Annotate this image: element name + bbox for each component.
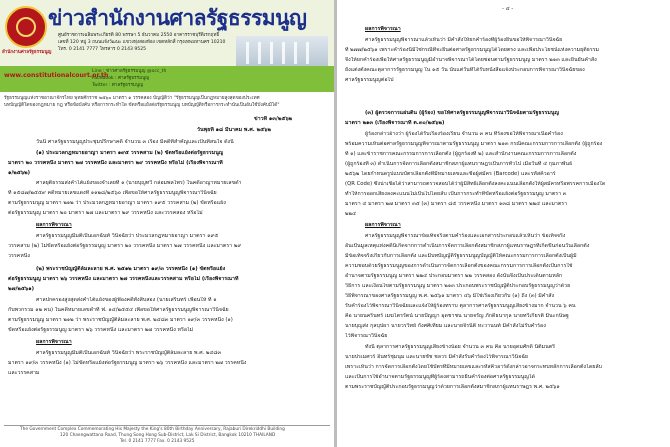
- body-text-line: วรรคสาม (๒) ไม่ขัดหรือแย้งต่อรัฐธรรมนูญ มาตรา ๒๐ วรรคหนึ่ง มาตรา ๒๗ วรรคหนึ่ง และมาตรา ๒๙: [8, 243, 242, 249]
- body-text-line: ทำให้การออกเสียงลงคะแนนไม่เป็นไปโดยลับ เป็นการกระทำที่ขัดหรือแย้งต่อรัฐธรรมนูญ มาตรา ๓: [345, 191, 567, 197]
- body-text-line: รับคำร้องไว้พิจารณาวินิจฉัยและแจ้งให้ผู้ร้องทราบ ตุลาการศาลรัฐธรรมนูญเสียงข้างมาก จำนวน ๖ คน: [345, 303, 576, 309]
- facebook-contact: Facebook : ศาลรัฐธรรมนูญ: [92, 76, 150, 81]
- body-text-line: จึงให้ยกคำร้องเพื่อให้ศาลรัฐธรรมนูญมีอำนาจพิจารณาได้โดยชอบตามรัฐธรรมนูญ มาตรา ๒๑๓ และยืนยันคำสั่ง: [345, 57, 597, 63]
- footer-address: The Government Complex Commemorating His Majesty the King's 80th Birthday Anniversary, Rajaburi Direkriddhi Building: [20, 427, 285, 432]
- section-heading: ผลการพิจารณา: [36, 222, 72, 228]
- body-text-line: (ผู้ถูกร้องที่ ๓) ดำเนินการจัดการเลือกตั้งสมาชิกสภาผู้แทนราษฎรเป็นการทั่วไป เมื่อวันที่ ๔ กุมภาพันธ์: [345, 161, 573, 167]
- letterhead: [0, 0, 334, 92]
- case-title-line: วันพุธที่ ๑๘ มีนาคม พ.ศ. ๒๕๖๒: [197, 127, 271, 133]
- address-line: ศูนย์ราชการเฉลิมพระเกียรติ 80 พรรษา 5 ธันวาคม 2550 อาคารราชบุรีดิเรกฤทธิ์: [58, 33, 220, 38]
- body-text-line: ตามพระราชบัญญัติประกอบรัฐธรรมนูญว่าด้วยการเลือกตั้งสมาชิกสภาผู้แทนราษฎร พ.ศ. ๒๕๖๑: [345, 384, 560, 390]
- website-link[interactable]: www.constitutionalcourt.or.th: [4, 72, 109, 79]
- body-text-line: ที่ ๑๕๘๗/๒๕๕๙ คดีหมายเลขแดงที่ ๑๑๒๘/๒๕๖๐ เพื่อขอให้ศาลรัฐธรรมนูญพิจารณาวินิจฉัย: [8, 190, 217, 196]
- body-text-line: และวรรคสาม: [8, 370, 40, 376]
- building-image: [236, 36, 328, 66]
- document-page-right: [337, 0, 670, 447]
- line-contact: Line : ข่าวศาลรัฐธรรมนูญ @occ_th: [92, 69, 167, 74]
- body-text-line: วิธีการ และเงื่อนไขตามรัฐธรรมนูญ มาตรา ๒๑๓ ประกอบพระราชบัญญัติประกอบรัฐธรรมนูญว่าด้วย: [345, 283, 571, 289]
- body-text-line: กับพวกรวม ๑๒ คน) ในคดีหมายเลขดำที่ ฟ. ๑๔/๒๕๕๔ เพื่อขอให้ศาลรัฐธรรมนูญพิจารณาวินิจฉัย: [8, 307, 229, 313]
- body-text-line: ศาลรัฐธรรมนูญมีมติเป็นเอกฉันท์ วินิจฉัยว่า ประมวลกฎหมายอาญา มาตรา ๑๙๕: [36, 233, 219, 239]
- case-title-line: ต่อรัฐธรรมนูญ มาตรา ๒๖ วรรคหนึ่ง และมาตรา ๒๗ วรรคหนึ่งและวรรคสาม หรือไม่ (เรื่องพิจารณาที่: [8, 276, 239, 282]
- body-text-line: มีข้อเท็จจริงเกี่ยวกับการเลือกตั้ง และมีบทบัญญัติรัฐธรรมนูญบัญญัติให้คณะกรรมการการเลือกตั้งเป็นผู้มี: [345, 253, 577, 259]
- court-emblem-icon: [5, 6, 47, 48]
- body-text-line: ความชอบด้วยรัฐธรรมนูญของการดำเนินการจัดการเลือกตั้งของคณะกรรมการการเลือกตั้งเป็นการใช้: [345, 263, 573, 269]
- constitution-quote: รัฐธรรมนูญแห่งราชอาณาจักรไทย พุทธศักราช ๒๕๖๐ มาตรา ๑ วรรคสอง บัญญัติว่า "รัฐธรรมนูญเป็นกฎหมายสูงสุดของประเทศ: [4, 96, 260, 101]
- body-text-line: ตามรัฐธรรมนูญ มาตรา ๒๑๒ ว่า พระราชบัญญัติล้มละลาย พ.ศ. ๒๔๘๓ มาตรา ๑๙/๓ วรรคหนึ่ง (๑): [8, 317, 233, 323]
- constitution-quote: บทบัญญัติใดของกฎหมาย กฎ หรือข้อบังคับ หรือการกระทำใด ขัดหรือแย้งต่อรัฐธรรมนูญ บทบัญญัติหรือการกระทำนั้นเป็นอันใช้บังคับมิได้": [4, 103, 280, 108]
- body-text-line: ที่ ๑) และข้าราชการคณะกรรมการการเลือกตั้ง (ผู้ถูกร้องที่ ๒) และสำนักงานคณะกรรมการการเลือกตั้ง: [345, 151, 577, 157]
- section-heading: ผลการพิจารณา: [365, 222, 401, 228]
- body-text-line: ต่อรัฐธรรมนูญ มาตรา ๒๐ มาตรา ๒๗ และมาตรา ๒๙ วรรคหนึ่ง และวรรคสอง หรือไม่: [8, 210, 203, 216]
- address-line: เลขที่ 120 หมู่ 3 ถนนแจ้งวัฒนะ แขวงทุ่งสองห้อง เขตหลักสี่ กรุงเทพมหานคร 10210: [58, 40, 226, 45]
- case-title-line: ข่าวที่ ๑๓/๒๕๖๒: [254, 116, 293, 122]
- body-text-line: พร้อมความเห็นต่อศาลรัฐธรรมนูญพิจารณาตามรัฐธรรมนูญ มาตรา ๒๑๓ กรณีคณะกรรมการการเลือกตั้ง (ผู้ถูกร้อง: [345, 141, 603, 147]
- body-text-line: มาตรา ๔ มาตรา ๒๗ มาตรา ๓๕ (๓) มาตรา ๘๕ วรรคหนึ่ง มาตรา ๑๓๘ มาตรา ๒๒๔ และมาตรา: [345, 201, 568, 207]
- body-text-line: ตามรัฐธรรมนูญ มาตรา ๒๑๒ ว่า ประมวลกฎหมายอาญา มาตรา ๑๙๕ วรรคสาม (๒) ขัดหรือแย้ง: [8, 200, 226, 206]
- body-text-line: ผู้ร้องกล่าวอ้างว่า ผู้ร้องได้รับเรื่องร้องเรียน จำนวน ๓ คน ที่ร้องขอให้พิจารณาเนื้อคำร้อง: [365, 131, 563, 137]
- body-text-line: - ๔ -: [502, 6, 514, 12]
- body-text-line: อันเป็นมูลเหตุแห่งคดีนี้เกิดจากการดำเนินการจัดการเลือกตั้งสมาชิกสภาผู้แทนราษฎรที่เกิดขึ้นก่อนวันเลือกตั้ง: [345, 243, 590, 249]
- body-text-line: (QR Code) ซึ่งน่าเชื่อได้ว่าสามารถตรวจสอบได้ว่าผู้มีสิทธิเลือกตั้งลงคะแนนเลือกตั้งให้ผู้สมัครหรือพรรคการเมืองใด: [345, 181, 606, 187]
- twitter-contact: Twitter : ศาลรัฐธรรมนูญ: [92, 83, 143, 88]
- body-text-line: ศาลยุติธรรมส่งคำโต้แย้งของจำเลยที่ ๑ (นายบุญทวี กล่อมพลไพร) ในคดีอาญาหมายเลขดำ: [36, 180, 242, 186]
- body-text-line: ศาลรัฐธรรมนูญต่อไป: [345, 77, 394, 83]
- case-title-line: (๓) ผู้ตรวจการแผ่นดิน (ผู้ร้อง) ขอให้ศาลรัฐธรรมนูญพิจารณาวินิจฉัยตามรัฐธรรมนูญ: [365, 110, 559, 116]
- body-text-line: ศาลรัฐธรรมนูญพิจารณาแล้วเห็นว่า มีคำสั่งให้ยกคำร้องที่ผู้ร้องยื่นขอให้พิจารณาวินิจฉัย: [365, 37, 563, 43]
- emblem-caption: สำนักงานศาลรัฐธรรมนูญ: [2, 50, 52, 55]
- body-text-line: อำนาจตามรัฐธรรมนูญ มาตรา ๒๒๔ ประกอบมาตรา ๒๒ วรรคสอง ดังนั้นจึงเป็นประเด็นตามหลัก: [345, 273, 563, 279]
- body-text-line: ไว้พิจารณาวินิจฉัย: [345, 333, 388, 339]
- section-heading: ผลการพิจารณา: [365, 26, 401, 32]
- body-text-line: เพราะเห็นว่า การจัดการเลือกตั้งโดยใช้บัตรที่มีหมายเลขและรหัสคิวอาร์ดังกล่าวอาจกระทบหลักการเลือกตั้งโดยลับ: [345, 364, 602, 370]
- body-text-line: นายบุญส่ง กุลบุปผา นายวรวิทย์ กังศศิเทียม และนายจิรนิติ หะวานนท์ มีคำสั่งไม่รับคำร้อง: [345, 323, 546, 329]
- case-title-line: ๒๗/๒๕๖๑): [8, 286, 35, 292]
- document-page-left: [0, 0, 334, 447]
- address-line: โทร. 0 2141 7777 โทรสาร 0 2143 9525: [58, 47, 147, 52]
- body-text-line: มาตรา ๑๙/๓ วรรคหนึ่ง (๑) ไม่ขัดหรือแย้งต่อรัฐธรรมนูญ มาตรา ๒๖ วรรคหนึ่ง และมาตรา ๒๗ วรรคหนึ่ง: [8, 360, 247, 366]
- footer-address: 120 Chaengwattana Road, Thung Song Hong Sub-District, Lak Si District, Bangkok 10210 THAILAND: [60, 433, 276, 438]
- case-title-line: มาตรา ๒๑๓ (เรื่องพิจารณาที่ ต.๓๐/๒๕๖๒): [345, 120, 445, 126]
- body-text-line: ศาลรัฐธรรมนูญพิจารณาข้อเท็จจริงตามคำร้องและเอกสารประกอบแล้วเห็นว่า ข้อเท็จจริง: [365, 233, 566, 239]
- case-title-line: มาตรา ๒๐ วรรคหนึ่ง มาตรา ๒๗ วรรคหนึ่ง และมาตรา ๒๙ วรรคหนึ่ง หรือไม่ (เรื่องพิจารณาที่: [8, 160, 223, 166]
- body-text-line: วรรคหนึ่ง: [8, 253, 30, 259]
- letterhead-title: ข่าวสำนักงานศาลรัฐธรรมนูญ: [48, 5, 307, 30]
- body-text-line: วันนี้ ศาลรัฐธรรมนูญประชุมปรึกษาคดี จำนวน ๓ เรื่อง มีคดีที่สำคัญและเป็นที่สนใจ ดังนี้: [36, 139, 234, 145]
- body-text-line: ๒๒๔: [345, 211, 356, 217]
- case-title-line: (๒) พระราชบัญญัติล้มละลาย พ.ศ. ๒๕๑๒ มาตรา ๑๙/๓ วรรคหนึ่ง (๑) ขัดหรือแย้ง: [36, 266, 226, 272]
- body-text-line: ศาลปกครองสูงสุดส่งคำโต้แย้งของผู้ฟ้องคดีทั้งสิบสอง (นายเสรีนทร์ เพื่อนให้ ที่ ๑: [36, 297, 217, 303]
- case-title-line: ๑/๒๕๖๒): [8, 170, 31, 176]
- body-text-line: ศาลรัฐธรรมนูญมีมติเป็นเอกฉันท์ วินิจฉัยว่า พระราชบัญญัติล้มละลาย พ.ศ. ๒๔๘๓: [36, 350, 222, 356]
- body-text-line: ๒๕๖๒ โดยกำหนดรูปแบบบัตรเลือกตั้งที่มีหมายเลขและชื่อผู้สมัคร (Barcode) และรหัสคิวอาร์: [345, 171, 556, 177]
- body-text-line: ขัดหรือแย้งต่อรัฐธรรมนูญ มาตรา ๒๖ วรรคหนึ่ง และมาตรา ๒๗ วรรคหนึ่ง หรือไม่: [8, 327, 194, 333]
- body-text-line: คือ นายนครินทร์ เมฆไตรรัตน์ นายปัญญา อุดชาชน นายจรัญ ภักดีธนากุล นายทวีเกียรติ มีนะกนิษฐ: [345, 313, 569, 319]
- body-text-line: ทั้งนี้ ตุลาการศาลรัฐธรรมนูญเสียงข้างน้อย จำนวน ๓ คน คือ นายอุดมศักดิ์ นิติมนตรี: [365, 344, 555, 350]
- body-text-line: นายปรเมศวร์ อินทร์ชุมนุม และนายชัช ชลวร มีคำสั่งรับคำร้องไว้พิจารณาวินิจฉัย: [345, 354, 529, 360]
- body-text-line: ที่ ๒๗๗/๒๕๖๑ เพราะคำร้องนี้มิใช่กรณีที่จะยื่นต่อศาลรัฐธรรมนูญได้โดยตรง และเพื่อประโยชน์แห่งความยุติธรรม: [345, 47, 600, 53]
- body-text-line: วิธีพิจารณาของศาลรัฐธรรมนูญ พ.ศ. ๒๕๖๑ มาตรา ๔๖ มิใช่เรื่องเกี่ยวกับ (๑) ถึง (๓) มีคำสั่ง: [345, 293, 555, 299]
- footer-phone: Tel. 0 2141 7777 Fax. 0 2143 9525: [120, 439, 195, 444]
- letterhead-band: [0, 66, 334, 92]
- body-text-line: ยังแต่งตั้งคณะตุลาการรัฐธรรมนูญ ใน ๑๕ วัน นับแต่วันที่ได้รับหนังสือแจ้งประกอบการพิจารณาวินิจฉัยของ: [345, 67, 585, 73]
- case-title-line: (๑) ประมวลกฎหมายอาญา มาตรา ๑๙๕ วรรคสาม (๒) ขัดหรือแย้งต่อรัฐธรรมนูญ: [36, 150, 224, 156]
- section-heading: ผลการพิจารณา: [36, 339, 72, 345]
- footer-divider: [4, 425, 330, 426]
- body-text-line: และเป็นการใช้อำนาจตามรัฐธรรมนูญที่ผู้ร้องสามารถยื่นคำร้องต่อศาลรัฐธรรมนูญได้: [345, 374, 535, 380]
